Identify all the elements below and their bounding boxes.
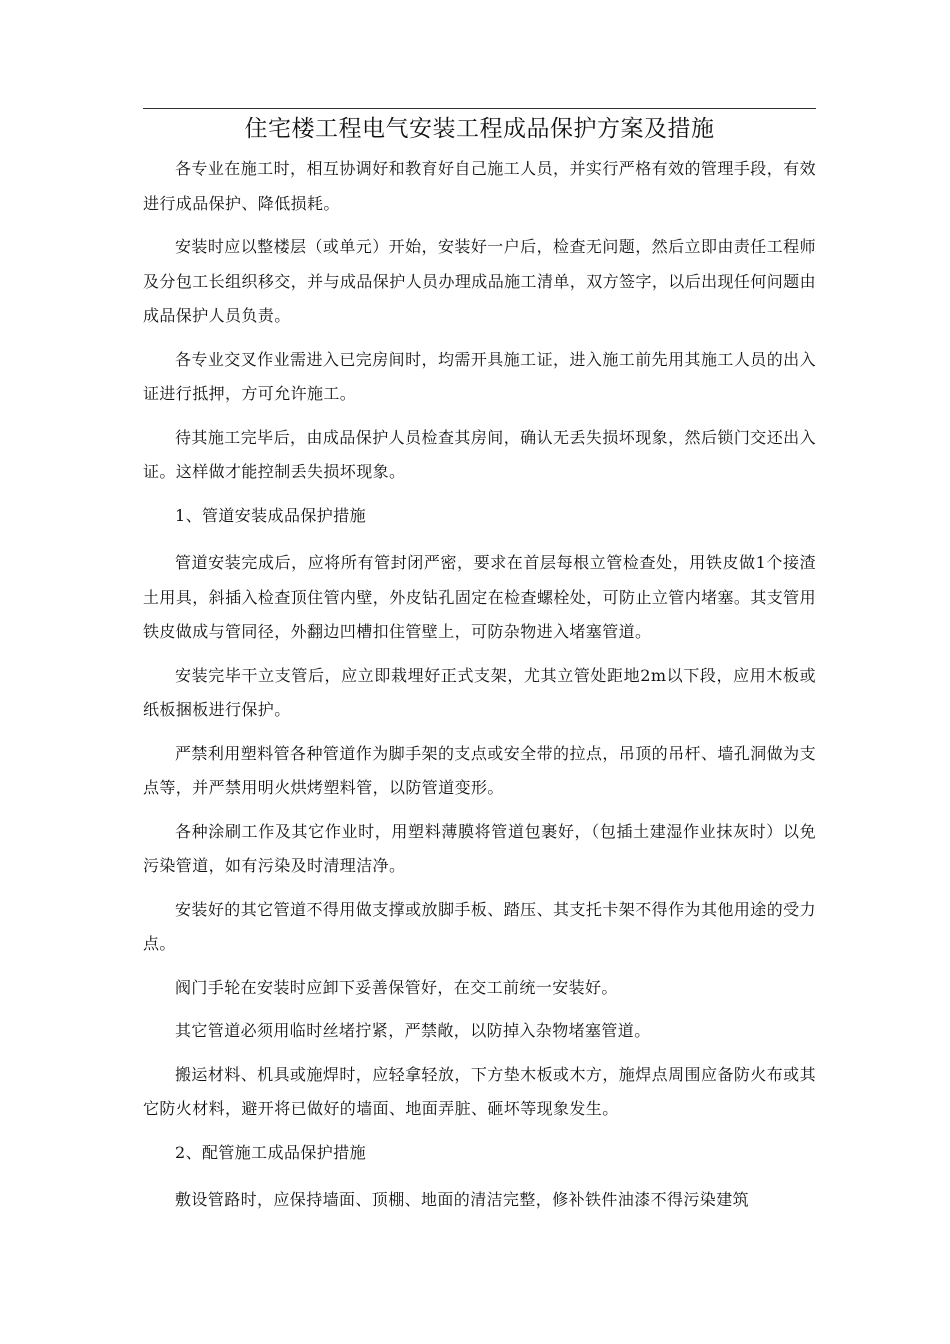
paragraph: 各专业在施工时，相互协调好和教育好自己施工人员，并实行严格有效的管理手段，有效进行成品保护、降低损耗。 bbox=[143, 159, 816, 213]
paragraph: 阀门手轮在安装时应卸下妥善保管好，在交工前统一安装好。 bbox=[175, 977, 618, 997]
paragraph: 各专业交叉作业需进入已完房间时，均需开具施工证，进入施工前先用其施工人员的出入证进行抵押，方可允许施工。 bbox=[143, 349, 816, 403]
paragraph: 安装好的其它管道不得用做支撑或放脚手板、踏压、其支托卡架不得作为其他用途的受力点。 bbox=[143, 899, 816, 953]
paragraph: 搬运材料、机具或施焊时，应轻拿轻放，下方垫木板或木方，施焊点周围应备防火布或其它防火材料，避开将已做好的墙面、地面弄脏、砸坏等现象发生。 bbox=[143, 1064, 816, 1118]
paragraph: 各种涂刷工作及其它作业时，用塑料薄膜将管道包裹好，（包插土建湿作业抹灰时）以免污染管道，如有污染及时清理洁净。 bbox=[143, 821, 816, 875]
paragraph: 安装完毕干立支管后，应立即栽埋好正式支架，尤其立管处距地2m以下段，应用木板或纸板捆板进行保护。 bbox=[143, 665, 816, 719]
document-body bbox=[143, 152, 816, 1227]
paragraph: 严禁利用塑料管各种管道作为脚手架的支点或安全带的拉点，吊顶的吊杆、墙孔洞做为支点等，并严禁用明火烘烤塑料管，以防管道变形。 bbox=[143, 743, 816, 797]
paragraph: 待其施工完毕后，由成品保护人员检查其房间，确认无丢失损坏现象，然后锁门交还出入证。这样做才能控制丢失损坏现象。 bbox=[143, 427, 816, 481]
section-heading: 2、配管施工成品保护措施 bbox=[175, 1142, 366, 1162]
paragraph: 其它管道必须用临时丝堵拧紧，严禁敞，以防掉入杂物堵塞管道。 bbox=[175, 1021, 651, 1040]
header-rule bbox=[143, 108, 816, 109]
paragraph: 管道安装完成后，应将所有管封闭严密，要求在首层每根立管检查处，用铁皮做1个接渣土用具，斜插入检查顶住管内壁，外皮钻孔固定在检查螺栓处，可防止立管内堵塞。其支管用铁皮做成与管同径，外翻边凹槽扣住管壁上，可防杂物进入堵塞管道。 bbox=[143, 553, 816, 641]
document-title: 住宅楼工程电气安装工程成品保护方案及措施 bbox=[244, 116, 715, 142]
section-heading: 1、管道安装成品保护措施 bbox=[175, 505, 366, 525]
paragraph: 敷设管路时，应保持墙面、顶棚、地面的清洁完整，修补铁件油漆不得污染建筑 bbox=[175, 1190, 750, 1209]
paragraph: 安装时应以整楼层（或单元）开始，安装好一户后，检查无问题，然后立即由责任工程师及分包工长组织移交，并与成品保护人员办理成品施工清单，双方签字，以后出现任何问题由成品保护人员负责。 bbox=[143, 237, 816, 325]
